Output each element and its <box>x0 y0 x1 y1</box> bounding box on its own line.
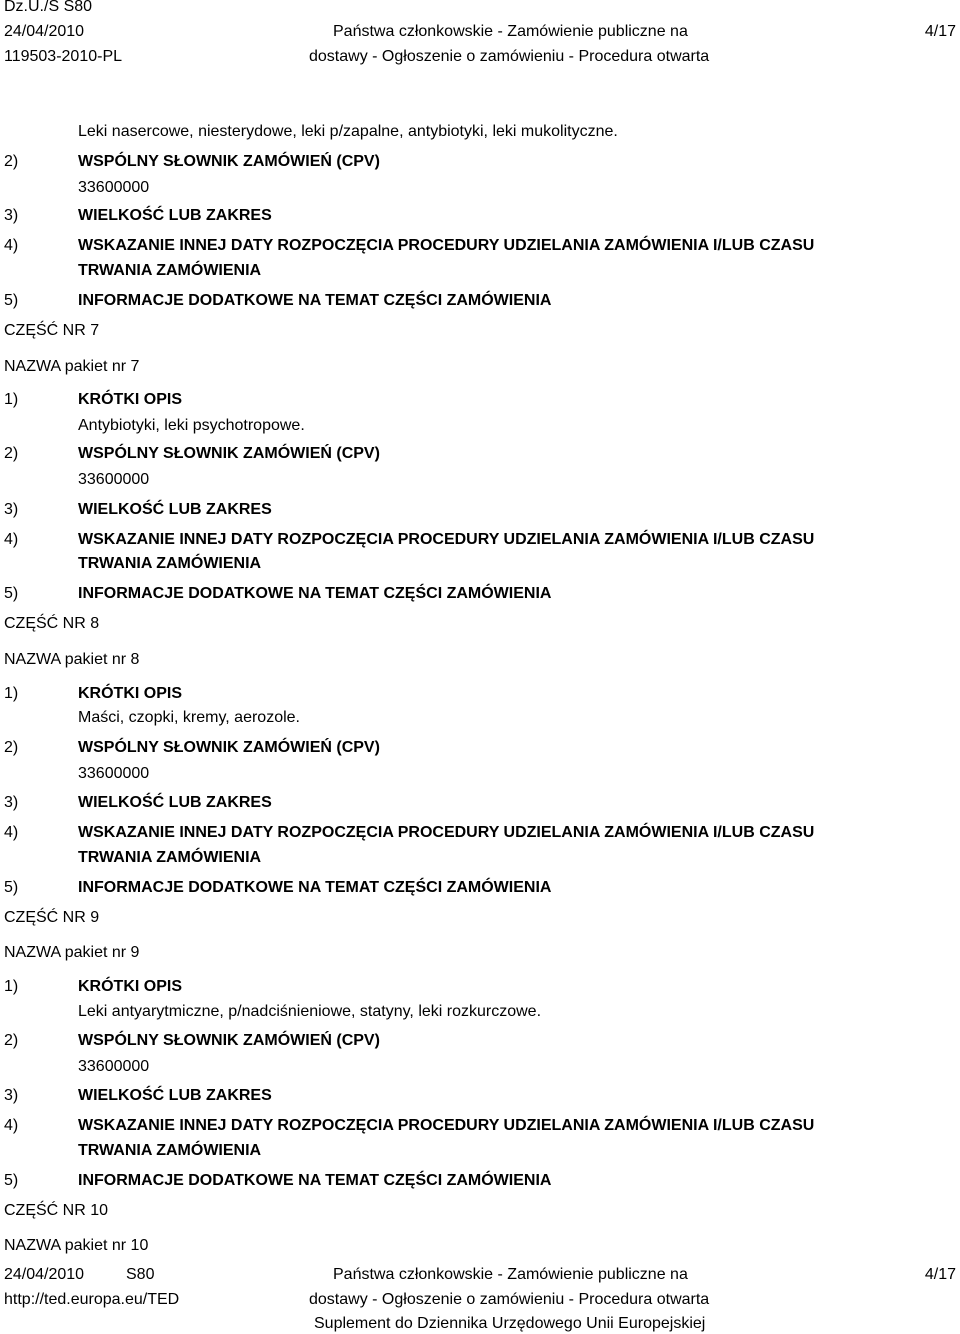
section-number: 2) <box>4 739 19 756</box>
section-number: 4) <box>4 237 19 254</box>
part-number: CZĘŚĆ NR 8 <box>4 615 100 632</box>
info-heading: INFORMACJE DODATKOWE NA TEMAT CZĘŚCI ZAMÓWIENIA <box>78 1172 552 1189</box>
part-number: CZĘŚĆ NR 10 <box>4 1202 109 1219</box>
section-number: 5) <box>4 879 19 896</box>
info-heading: INFORMACJE DODATKOWE NA TEMAT CZĘŚCI ZAMÓWIENIA <box>78 879 552 896</box>
description-text: Maści, czopki, kremy, aerozole. <box>78 709 300 726</box>
section-number: 5) <box>4 1172 19 1189</box>
header-page-number: 4/17 <box>924 23 956 40</box>
short-description-heading: KRÓTKI OPIS <box>78 685 183 702</box>
section-number: 1) <box>4 685 19 702</box>
footer-title-line3: Suplement do Dziennika Urzędowego Unii Europejskiej <box>314 1315 706 1332</box>
journal-ref: Dz.U./S S80 <box>4 0 93 15</box>
cpv-heading: WSPÓLNY SŁOWNIK ZAMÓWIEŃ (CPV) <box>78 1032 380 1049</box>
section-number: 2) <box>4 445 19 462</box>
cpv-code: 33600000 <box>78 1058 150 1075</box>
short-description-heading: KRÓTKI OPIS <box>78 978 183 995</box>
cpv-code: 33600000 <box>78 179 150 196</box>
part-name: NAZWA pakiet nr 9 <box>4 944 140 961</box>
scope-heading: WIELKOŚĆ LUB ZAKRES <box>78 501 272 518</box>
cpv-code: 33600000 <box>78 471 150 488</box>
part-name: NAZWA pakiet nr 7 <box>4 358 140 375</box>
description-text: Antybiotyki, leki psychotropowe. <box>78 417 305 434</box>
date-heading: WSKAZANIE INNEJ DATY ROZPOCZĘCIA PROCEDURY UDZIELANIA ZAMÓWIENIA I/LUB CZASU <box>78 237 815 254</box>
date-heading-continued: TRWANIA ZAMÓWIENIA <box>78 555 262 572</box>
scope-heading: WIELKOŚĆ LUB ZAKRES <box>78 794 272 811</box>
part-name: NAZWA pakiet nr 8 <box>4 651 140 668</box>
section-number: 1) <box>4 391 19 408</box>
section-number: 2) <box>4 153 19 170</box>
footer-page-number: 4/17 <box>924 1266 956 1283</box>
part-number: CZĘŚĆ NR 7 <box>4 322 100 339</box>
footer-title-line2: dostawy - Ogłoszenie o zamówieniu - Procedura otwarta <box>309 1291 710 1308</box>
short-description-heading: KRÓTKI OPIS <box>78 391 183 408</box>
section-number: 4) <box>4 1117 19 1134</box>
section-number: 1) <box>4 978 19 995</box>
cpv-heading: WSPÓLNY SŁOWNIK ZAMÓWIEŃ (CPV) <box>78 153 380 170</box>
date-heading-continued: TRWANIA ZAMÓWIENIA <box>78 262 262 279</box>
cpv-heading: WSPÓLNY SŁOWNIK ZAMÓWIEŃ (CPV) <box>78 739 380 756</box>
cpv-code: 33600000 <box>78 765 150 782</box>
date-heading: WSKAZANIE INNEJ DATY ROZPOCZĘCIA PROCEDURY UDZIELANIA ZAMÓWIENIA I/LUB CZASU <box>78 1117 815 1134</box>
notice-number: 119503-2010-PL <box>4 48 123 65</box>
header-date: 24/04/2010 <box>4 23 85 40</box>
footer-date: 24/04/2010 <box>4 1266 85 1283</box>
section-number: 3) <box>4 207 19 224</box>
section-number: 2) <box>4 1032 19 1049</box>
scope-heading: WIELKOŚĆ LUB ZAKRES <box>78 207 272 224</box>
part-name: NAZWA pakiet nr 10 <box>4 1237 149 1254</box>
header-title-line1: Państwa członkowskie - Zamówienie publiczne na <box>333 23 688 40</box>
section-number: 3) <box>4 1087 19 1104</box>
part-number: CZĘŚĆ NR 9 <box>4 909 100 926</box>
header-title-line2: dostawy - Ogłoszenie o zamówieniu - Procedura otwarta <box>309 48 710 65</box>
footer-title-line1: Państwa członkowskie - Zamówienie publiczne na <box>333 1266 688 1283</box>
date-heading-continued: TRWANIA ZAMÓWIENIA <box>78 849 262 866</box>
date-heading-continued: TRWANIA ZAMÓWIENIA <box>78 1142 262 1159</box>
section-number: 3) <box>4 501 19 518</box>
section-number: 4) <box>4 531 19 548</box>
section-number: 3) <box>4 794 19 811</box>
section-number: 5) <box>4 585 19 602</box>
scope-heading: WIELKOŚĆ LUB ZAKRES <box>78 1087 272 1104</box>
date-heading: WSKAZANIE INNEJ DATY ROZPOCZĘCIA PROCEDURY UDZIELANIA ZAMÓWIENIA I/LUB CZASU <box>78 824 815 841</box>
description-text: Leki nasercowe, niesterydowe, leki p/zapalne, antybiotyki, leki mukolityczne. <box>78 123 618 140</box>
section-number: 5) <box>4 292 19 309</box>
info-heading: INFORMACJE DODATKOWE NA TEMAT CZĘŚCI ZAMÓWIENIA <box>78 585 552 602</box>
ted-link[interactable]: http://ted.europa.eu/TED <box>4 1291 180 1308</box>
section-number: 4) <box>4 824 19 841</box>
footer-issue: S80 <box>126 1266 155 1283</box>
date-heading: WSKAZANIE INNEJ DATY ROZPOCZĘCIA PROCEDURY UDZIELANIA ZAMÓWIENIA I/LUB CZASU <box>78 531 815 548</box>
info-heading: INFORMACJE DODATKOWE NA TEMAT CZĘŚCI ZAMÓWIENIA <box>78 292 552 309</box>
description-text: Leki antyarytmiczne, p/nadciśnieniowe, statyny, leki rozkurczowe. <box>78 1003 542 1020</box>
cpv-heading: WSPÓLNY SŁOWNIK ZAMÓWIEŃ (CPV) <box>78 445 380 462</box>
